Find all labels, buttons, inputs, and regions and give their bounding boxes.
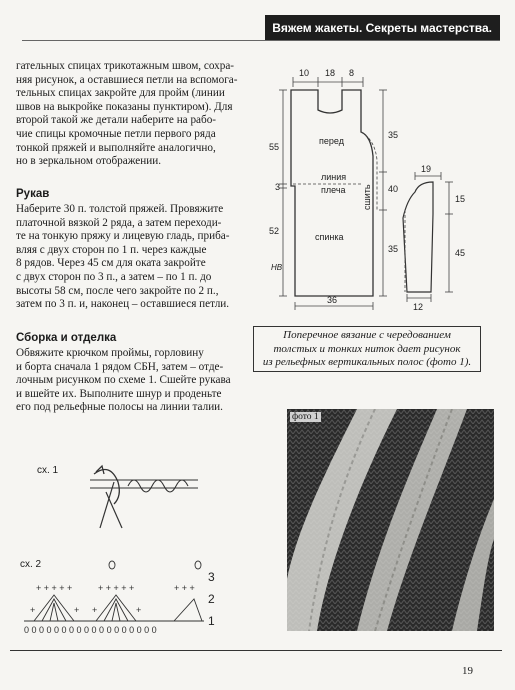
text-paragraph-1 [16,60,248,169]
text-line: высоты 58 см, после чего закройте по 2 п., [16,284,219,297]
svg-text:+: + [30,605,36,615]
svg-text:+: + [136,605,142,615]
text-paragraph-sleeve [16,203,248,312]
photo-label: фото 1 [292,412,319,422]
label-shoulder: плеча [321,185,346,195]
dim-15: 15 [455,194,466,204]
schema-1-drawing [70,452,200,532]
text-line: няя рисунок, а оставшиеся петли на вспомога- [16,73,238,86]
schema-2-drawing [24,555,224,635]
pattern-diagram [255,60,505,320]
text-line: и борта сначала 1 рядом СБН, затем – отде- [16,360,224,373]
hv-label: НВ [271,263,283,272]
label-sew: сшить [362,184,372,210]
text-paragraph-assembly [16,347,248,415]
footer-rule [10,650,502,651]
dim-52: 52 [269,226,280,236]
text-line: те на тонкую пряжу и лицевую гладь, приба- [16,230,230,243]
caption-line: Поперечное вязание с чередованием [283,329,451,341]
text-line: его под рельефные полосы на линии талии. [16,401,223,414]
dim-8: 8 [349,68,355,78]
text-line: лочным рисунком по схеме 1. Сшейте рукава [16,374,231,387]
dim-40: 40 [388,184,399,194]
row-number-1: 1 [208,614,215,628]
svg-text:0 0 0 0 0 0 0 0 0 0 0 0 0 0 0: 0 0 0 0 0 0 0 0 0 0 0 0 0 0 0 0 0 0 [24,625,157,635]
dim-35-bottom: 35 [388,244,399,254]
text-line: тельных спицах закройте для пройм (линии [16,87,225,100]
schema-2-label: сх. 2 [20,559,42,570]
svg-text:+: + [92,605,98,615]
text-line: затем по 3 п. и, наконец – оставшиеся петли. [16,298,230,311]
section-heading-sleeve: Рукав [16,188,50,200]
caption-line: из рельефных вертикальных полос (фото 1). [262,356,472,369]
row-number-3: 3 [208,570,215,584]
header-rule [22,40,500,41]
text-line: второй такой же детали наберите на рабо- [16,114,217,127]
caption-line: толстых и тонких ниток дает рисунок [273,342,461,355]
dim-36: 36 [327,295,338,305]
dim-10: 10 [299,68,310,78]
dim-12: 12 [413,302,424,312]
label-line: линия [321,172,347,182]
svg-text:+ + + + +: + + + + + [98,583,135,593]
dim-35-top: 35 [388,130,399,140]
dim-55: 55 [269,142,280,152]
text-line: и вшейте их. Выполните шнур и проденьте [16,387,222,400]
svg-text:+: + [74,605,80,615]
row-number-2: 2 [208,592,215,606]
text-line: чие спицы кромочные петли первого ряда [16,127,216,140]
svg-text:+ + + + +: + + + + + [36,583,73,593]
section-heading-assembly: Сборка и отделка [16,332,117,344]
text-line: платочной вязкой 2 ряда, а затем переходи- [16,216,222,229]
schema-1-label: сх. 1 [37,465,59,476]
svg-text:+ + +: + + + [174,583,195,593]
dim-45: 45 [455,248,466,258]
text-line: с двух сторон по 3 п., а затем – по 1 п. до [16,270,212,283]
text-line: Наберите 30 п. толстой пряжей. Провяжите [16,203,224,215]
text-line: швов на выкройке показаны пунктиром). Для [16,100,233,113]
text-line: Обвяжите крючком проймы, горловину [16,347,204,359]
text-line: гательных спицах трикотажным швом, сохра- [16,60,235,72]
text-line: 8 рядов. Через 45 см для оката закройте [16,257,206,270]
text-line: тонкой пряжей и выполняйте аналогично, [16,141,216,154]
text-line: вляя с двух сторон по 1 п. через каждые [16,243,207,256]
running-header: Вяжем жакеты. Секреты мастерства. [265,15,500,41]
page-number: 19 [462,665,473,677]
text-line: но в зеркальном отображении. [16,155,162,168]
label-front: перед [319,136,344,146]
photo-texture [287,409,494,631]
photo-caption [253,326,481,372]
dim-3: 3 [275,182,281,192]
knitted-fabric-photo [287,409,494,631]
label-back: спинка [315,232,344,242]
dim-18: 18 [325,68,336,78]
dim-19: 19 [421,164,432,174]
